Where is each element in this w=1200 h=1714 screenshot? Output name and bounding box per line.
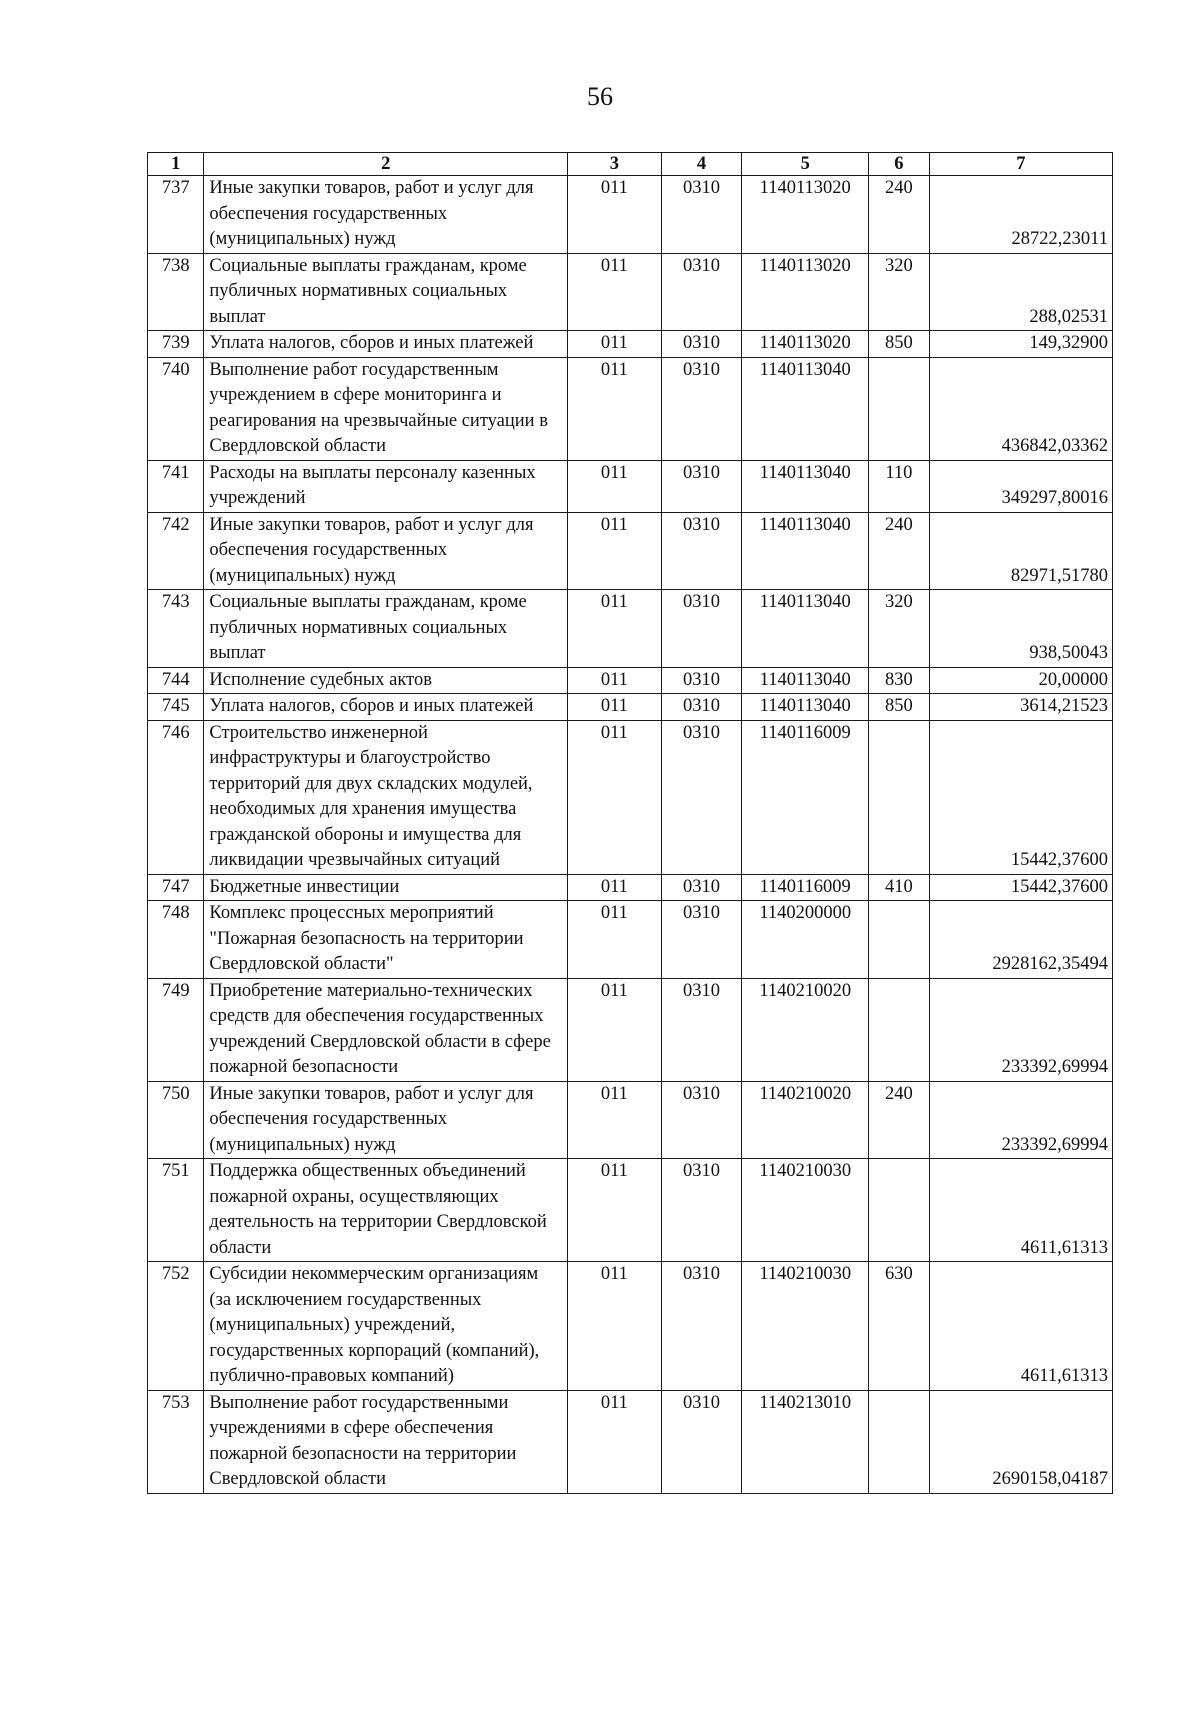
row-code-4: 0310 xyxy=(661,1390,742,1493)
column-header: 3 xyxy=(568,153,662,176)
row-code-5: 1140210030 xyxy=(742,1262,869,1391)
row-code-6: 850 xyxy=(869,694,929,721)
row-code-5: 1140113040 xyxy=(742,590,869,668)
row-code-5: 1140113040 xyxy=(742,460,869,512)
row-description: Субсидии некоммерческим организациям (за исключением государственных (муниципальных) учреждений, государственных корпораций (компаний), публично-правовых компаний) xyxy=(204,1262,568,1391)
column-header: 5 xyxy=(742,153,869,176)
row-amount: 233392,69994 xyxy=(929,1081,1112,1159)
row-description: Расходы на выплаты персоналу казенных учреждений xyxy=(204,460,568,512)
table-row xyxy=(148,1081,1113,1159)
table-row xyxy=(148,590,1113,668)
row-code-4: 0310 xyxy=(661,590,742,668)
row-code-3: 011 xyxy=(568,901,662,979)
table-body xyxy=(148,176,1113,1494)
row-code-4: 0310 xyxy=(661,357,742,460)
row-number: 743 xyxy=(148,590,204,668)
row-code-3: 011 xyxy=(568,978,662,1081)
row-code-5: 1140210020 xyxy=(742,1081,869,1159)
row-amount: 436842,03362 xyxy=(929,357,1112,460)
row-amount: 4611,61313 xyxy=(929,1159,1112,1262)
row-number: 748 xyxy=(148,901,204,979)
row-amount: 2928162,35494 xyxy=(929,901,1112,979)
row-description: Исполнение судебных актов xyxy=(204,667,568,694)
row-code-3: 011 xyxy=(568,590,662,668)
table-row xyxy=(148,720,1113,874)
row-description: Уплата налогов, сборов и иных платежей xyxy=(204,694,568,721)
row-code-5: 1140210020 xyxy=(742,978,869,1081)
row-amount: 82971,51780 xyxy=(929,512,1112,590)
row-code-3: 011 xyxy=(568,874,662,901)
row-code-4: 0310 xyxy=(661,901,742,979)
row-code-5: 1140113040 xyxy=(742,357,869,460)
row-code-4: 0310 xyxy=(661,512,742,590)
row-code-6 xyxy=(869,978,929,1081)
table-row xyxy=(148,1262,1113,1391)
row-code-6: 240 xyxy=(869,512,929,590)
row-amount: 28722,23011 xyxy=(929,176,1112,254)
table-row xyxy=(148,874,1113,901)
row-code-4: 0310 xyxy=(661,1159,742,1262)
column-header: 6 xyxy=(869,153,929,176)
row-code-5: 1140210030 xyxy=(742,1159,869,1262)
row-amount: 288,02531 xyxy=(929,253,1112,331)
row-code-3: 011 xyxy=(568,331,662,358)
row-code-6 xyxy=(869,1390,929,1493)
row-description: Выполнение работ государственным учреждением в сфере мониторинга и реагирования на чрезвычайные ситуации в Свердловской области xyxy=(204,357,568,460)
row-description: Уплата налогов, сборов и иных платежей xyxy=(204,331,568,358)
column-header: 2 xyxy=(204,153,568,176)
row-number: 753 xyxy=(148,1390,204,1493)
table-row xyxy=(148,253,1113,331)
row-number: 749 xyxy=(148,978,204,1081)
row-number: 739 xyxy=(148,331,204,358)
row-code-3: 011 xyxy=(568,667,662,694)
row-code-3: 011 xyxy=(568,1390,662,1493)
row-description: Иные закупки товаров, работ и услуг для обеспечения государственных (муниципальных) нужд xyxy=(204,176,568,254)
row-code-6: 320 xyxy=(869,253,929,331)
table-row xyxy=(148,1159,1113,1262)
row-code-5: 1140213010 xyxy=(742,1390,869,1493)
row-amount: 15442,37600 xyxy=(929,874,1112,901)
row-description: Комплекс процессных мероприятий "Пожарная безопасность на территории Свердловской области" xyxy=(204,901,568,979)
row-number: 750 xyxy=(148,1081,204,1159)
row-code-4: 0310 xyxy=(661,978,742,1081)
row-description: Строительство инженерной инфраструктуры и благоустройство территорий для двух складских модулей, необходимых для хранения имущества гражданской обороны и имущества для ликвидации чрезвычайных ситуаций xyxy=(204,720,568,874)
row-code-6 xyxy=(869,901,929,979)
row-code-6: 240 xyxy=(869,1081,929,1159)
row-code-4: 0310 xyxy=(661,1262,742,1391)
row-code-3: 011 xyxy=(568,512,662,590)
row-code-3: 011 xyxy=(568,460,662,512)
row-code-4: 0310 xyxy=(661,720,742,874)
row-number: 738 xyxy=(148,253,204,331)
row-description: Поддержка общественных объединений пожарной охраны, осуществляющих деятельность на территории Свердловской области xyxy=(204,1159,568,1262)
row-code-5: 1140113020 xyxy=(742,331,869,358)
row-code-5: 1140113040 xyxy=(742,694,869,721)
row-code-4: 0310 xyxy=(661,331,742,358)
row-number: 740 xyxy=(148,357,204,460)
row-code-6: 830 xyxy=(869,667,929,694)
row-code-3: 011 xyxy=(568,1159,662,1262)
table-row xyxy=(148,667,1113,694)
row-amount: 349297,80016 xyxy=(929,460,1112,512)
row-code-6 xyxy=(869,1159,929,1262)
row-number: 742 xyxy=(148,512,204,590)
row-description: Иные закупки товаров, работ и услуг для обеспечения государственных (муниципальных) нужд xyxy=(204,512,568,590)
row-code-3: 011 xyxy=(568,176,662,254)
row-number: 747 xyxy=(148,874,204,901)
row-code-3: 011 xyxy=(568,720,662,874)
row-code-6: 410 xyxy=(869,874,929,901)
table-row xyxy=(148,460,1113,512)
table-row xyxy=(148,357,1113,460)
row-code-5: 1140200000 xyxy=(742,901,869,979)
table-row xyxy=(148,176,1113,254)
row-description: Иные закупки товаров, работ и услуг для обеспечения государственных (муниципальных) нужд xyxy=(204,1081,568,1159)
row-code-3: 011 xyxy=(568,1262,662,1391)
row-code-5: 1140113040 xyxy=(742,667,869,694)
table-row xyxy=(148,978,1113,1081)
row-amount: 3614,21523 xyxy=(929,694,1112,721)
row-code-3: 011 xyxy=(568,694,662,721)
row-amount: 938,50043 xyxy=(929,590,1112,668)
column-header: 1 xyxy=(148,153,204,176)
row-description: Приобретение материально-технических средств для обеспечения государственных учреждений Свердловской области в сфере пожарной безопасности xyxy=(204,978,568,1081)
row-number: 741 xyxy=(148,460,204,512)
row-code-4: 0310 xyxy=(661,694,742,721)
row-number: 744 xyxy=(148,667,204,694)
row-code-5: 1140116009 xyxy=(742,720,869,874)
row-code-4: 0310 xyxy=(661,253,742,331)
row-code-5: 1140113020 xyxy=(742,253,869,331)
row-code-6: 630 xyxy=(869,1262,929,1391)
row-number: 751 xyxy=(148,1159,204,1262)
row-amount: 20,00000 xyxy=(929,667,1112,694)
row-code-6: 240 xyxy=(869,176,929,254)
row-code-4: 0310 xyxy=(661,176,742,254)
row-code-6 xyxy=(869,720,929,874)
row-code-6: 320 xyxy=(869,590,929,668)
budget-table xyxy=(147,152,1113,1494)
row-amount: 2690158,04187 xyxy=(929,1390,1112,1493)
table-row xyxy=(148,331,1113,358)
row-code-3: 011 xyxy=(568,253,662,331)
row-number: 752 xyxy=(148,1262,204,1391)
row-amount: 149,32900 xyxy=(929,331,1112,358)
row-code-4: 0310 xyxy=(661,874,742,901)
row-amount: 4611,61313 xyxy=(929,1262,1112,1391)
row-code-5: 1140116009 xyxy=(742,874,869,901)
row-code-5: 1140113040 xyxy=(742,512,869,590)
row-description: Выполнение работ государственными учреждениями в сфере обеспечения пожарной безопасности на территории Свердловской области xyxy=(204,1390,568,1493)
column-header: 4 xyxy=(661,153,742,176)
row-number: 746 xyxy=(148,720,204,874)
table-row xyxy=(148,694,1113,721)
table-row xyxy=(148,1390,1113,1493)
row-code-4: 0310 xyxy=(661,667,742,694)
table-row xyxy=(148,512,1113,590)
row-code-4: 0310 xyxy=(661,460,742,512)
row-code-6: 850 xyxy=(869,331,929,358)
row-number: 737 xyxy=(148,176,204,254)
row-code-6 xyxy=(869,357,929,460)
row-code-3: 011 xyxy=(568,1081,662,1159)
row-description: Бюджетные инвестиции xyxy=(204,874,568,901)
row-description: Социальные выплаты гражданам, кроме публичных нормативных социальных выплат xyxy=(204,253,568,331)
table-row xyxy=(148,901,1113,979)
row-code-4: 0310 xyxy=(661,1081,742,1159)
row-code-3: 011 xyxy=(568,357,662,460)
row-code-5: 1140113020 xyxy=(742,176,869,254)
row-amount: 233392,69994 xyxy=(929,978,1112,1081)
row-number: 745 xyxy=(148,694,204,721)
row-description: Социальные выплаты гражданам, кроме публичных нормативных социальных выплат xyxy=(204,590,568,668)
row-amount: 15442,37600 xyxy=(929,720,1112,874)
row-code-6: 110 xyxy=(869,460,929,512)
table-header-row xyxy=(148,153,1113,176)
column-header: 7 xyxy=(929,153,1112,176)
page-number: 56 xyxy=(587,82,613,111)
